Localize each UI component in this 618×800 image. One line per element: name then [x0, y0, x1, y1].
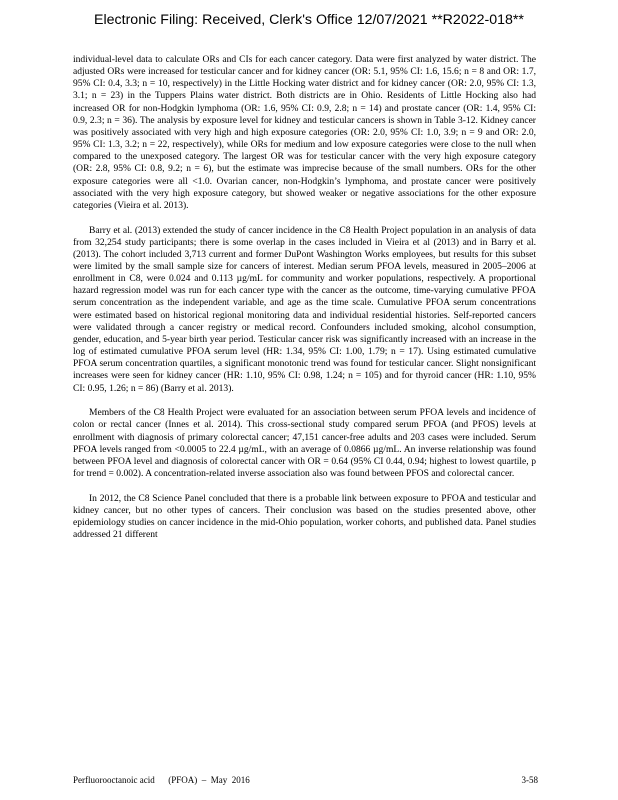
filing-stamp: Electronic Filing: Received, Clerk's Office 12/07/2021 **R2022-018**	[94, 12, 524, 28]
footer-document-title: Perfluorooctanoic acid (PFOA) – May 2016	[73, 775, 250, 785]
document-body	[73, 54, 536, 554]
paragraph-continued: individual-level data to calculate ORs and CIs for each cancer category. Data were first analyzed by water district. The adjusted ORs were increased for testicular cancer and for kidney cancer (OR: 5.1, 95% CI: 1.6, 15.6; n = 8 and OR: 1.7, 95% CI: 0.4, 3.3; n = 10, respectively) in the Little Hocking water district and for kidney cancer (OR: 2.0, 95% CI: 1.3, 3.1; n = 23) in the Tuppers Plains water district. Both districts are in Ohio. Residents of Little Hocking also had increased OR for non-Hodgkin lymphoma (OR: 1.6, 95% CI: 0.9, 2.8; n = 14) and prostate cancer (OR: 1.4, 95% CI: 0.9, 2.3; n = 36). The analysis by exposure level for kidney and testicular cancers is shown in Table 3-12. Kidney cancer was positively associated with very high and high exposure categories (OR: 2.0, 95% CI: 1.0, 3.9; n = 9 and OR: 2.0, 95% CI: 1.3, 3.2; n = 22, respectively), while ORs for medium and low exposure categories were close to the null when compared to the unexposed category. The largest OR was for testicular cancer with the very high exposure category (OR: 2.8, 95% CI: 0.8, 9.2; n = 6), but the estimate was imprecise because of the small numbers. ORs for the other exposure categories were all <1.0. Ovarian cancer, non-Hodgkin’s lymphoma, and prostate cancer were positively associated with the very high exposure category, but showed weaker or negative associations for the other exposure categories (Vieira et al. 2013).	[73, 54, 536, 211]
paragraph-science-panel: In 2012, the C8 Science Panel concluded that there is a probable link between exposure to PFOA and testicular and kidney cancer, but no other types of cancers. Their conclusion was based on the studies presented above, other epidemiology studies on cancer incidence in the mid-Ohio population, worker cohorts, and published data. Panel studies addressed 21 different	[73, 492, 536, 541]
paragraph-innes-2014: Members of the C8 Health Project were evaluated for an association between serum PFOA levels and incidence of colon or rectal cancer (Innes et al. 2014). This cross-sectional study compared serum PFOA (and PFOS) levels at enrollment with diagnosis of primary colorectal cancer; 47,151 cancer-free adults and 203 cases were included. Serum PFOA levels ranged from <0.0005 to 22.4 µg/mL, with an average of 0.0866 µg/mL. An inverse relationship was found between PFOA level and diagnosis of colorectal cancer with OR = 0.64 (95% CI 0.44, 0.94; highest to lowest quartile, p for trend = 0.002). A concentration-related inverse association also was found between PFOS and colorectal cancer.	[73, 407, 536, 479]
paragraph-barry-2013: Barry et al. (2013) extended the study of cancer incidence in the C8 Health Project population in an analysis of data from 32,254 study participants; there is some overlap in the cases included in Vieira et al (2013) and in Barry et al. (2013). The cohort included 3,713 current and former DuPont Washington Works employees, but results for this subset were limited by the small sample size for cancers of interest. Median serum PFOA levels, measured in 2005–2006 at enrollment in C8, were 0.024 and 0.113 µg/mL for community and worker populations, respectively. A proportional hazard regression model was run for each cancer type with the cancer as the outcome, time-varying cumulative PFOA serum concentration as the independent variable, and age as the time scale. Cumulative PFOA serum concentrations were estimated based on historical regional monitoring data and individual residential histories. Self-reported cancers were validated through a cancer registry or medical record. Confounders included smoking, alcohol consumption, gender, education, and 5-year birth year period. Testicular cancer risk was significantly increased with an increase in the log of estimated cumulative PFOA serum level (HR: 1.34, 95% CI: 1.00, 1.79; n = 17). Using estimated cumulative PFOA serum concentration quartiles, a significant monotonic trend was found for testicular cancer. Slight nonsignificant increases were seen for kidney cancer (HR: 1.10, 95% CI: 0.98, 1.24; n = 105) and for thyroid cancer (HR: 1.10, 95% CI: 0.95, 1.26; n = 86) (Barry et al. 2013).	[73, 224, 536, 394]
footer-page-number: 3-58	[521, 775, 538, 785]
